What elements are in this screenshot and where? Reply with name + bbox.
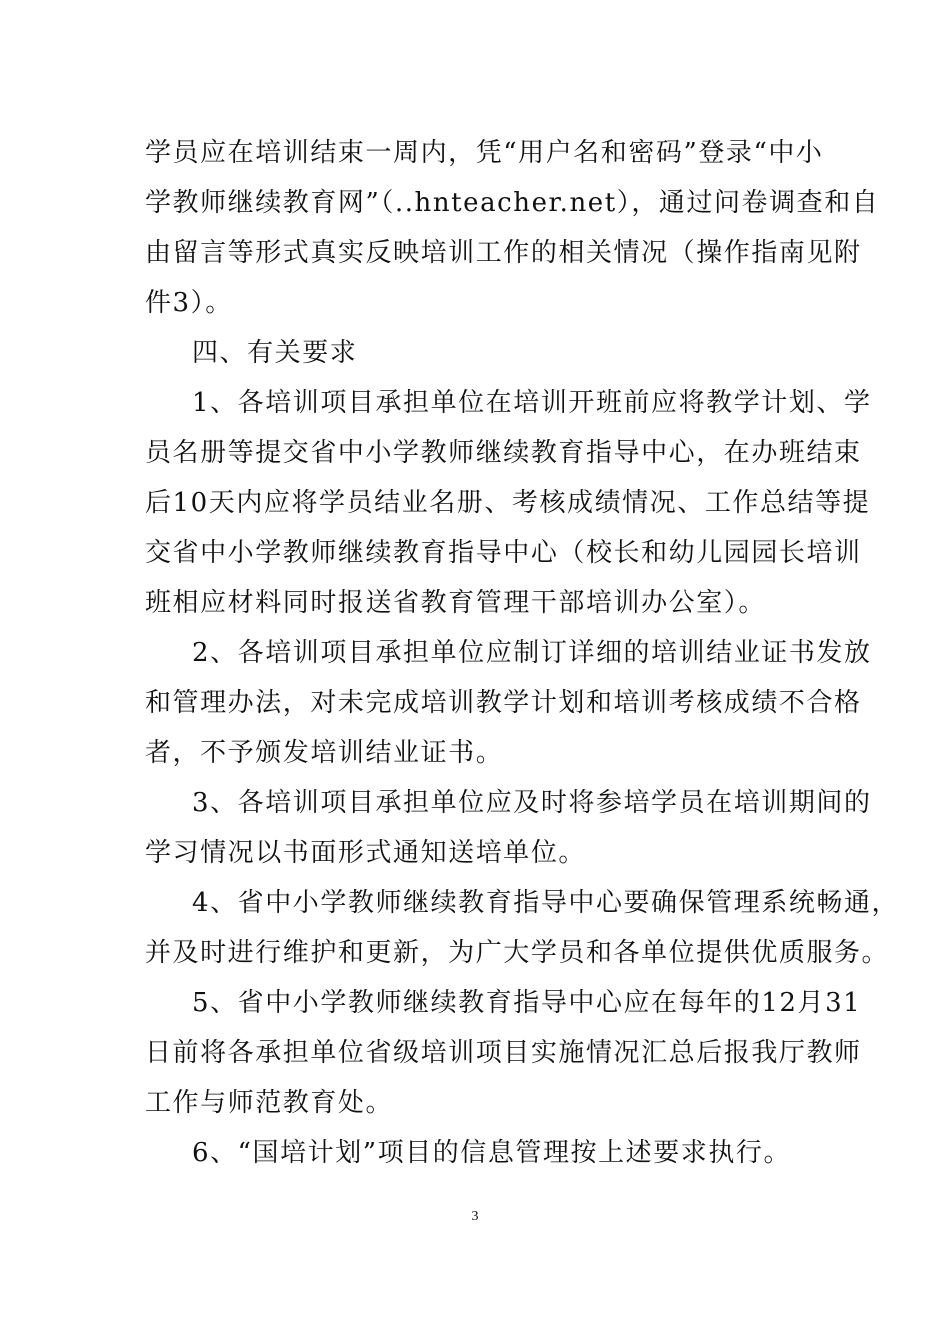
page-number: 3 xyxy=(471,1209,479,1224)
body-text-line: 学习情况以书面形式通知送培单位。 xyxy=(145,838,586,868)
body-text-line: 3、各培训项目承担单位应及时将参培学员在培训期间的 xyxy=(192,788,872,818)
body-text-line: 者，不予颁发培训结业证书。 xyxy=(145,738,504,768)
body-text-line: 并及时进行维护和更新，为广大学员和各单位提供优质服务。 xyxy=(145,938,890,968)
section-heading: 四、有关要求 xyxy=(192,338,358,368)
body-text-line: 和管理办法，对未完成培训教学计划和培训考核成绩不合格 xyxy=(145,688,862,718)
body-text-line: 后10天内应将学员结业名册、考核成绩情况、工作总结等提 xyxy=(145,488,871,518)
body-text-line: 由留言等形式真实反映培训工作的相关情况（操作指南见附 xyxy=(145,238,862,268)
body-text-line: 工作与师范教育处。 xyxy=(145,1088,394,1118)
body-text-line: 件3）。 xyxy=(145,288,233,318)
body-text-line: 6、“国培计划”项目的信息管理按上述要求执行。 xyxy=(192,1138,792,1168)
body-text-line: 5、省中小学教师继续教育指导中心应在每年的12月31 xyxy=(192,988,862,1018)
body-text-line: 员名册等提交省中小学教师继续教育指导中心，在办班结束 xyxy=(145,438,862,468)
body-text-line: 学员应在培训结束一周内，凭“用户名和密码”登录“中小 xyxy=(145,138,824,168)
body-text-line: 日前将各承担单位省级培训项目实施情况汇总后报我厅教师 xyxy=(145,1038,862,1068)
body-text-line: 学教师继续教育网”（..hnteacher.net），通过问卷调查和自 xyxy=(145,188,880,218)
body-text-line: 1、各培训项目承担单位在培训开班前应将教学计划、学 xyxy=(192,388,872,418)
body-text-line: 班相应材料同时报送省教育管理干部培训办公室）。 xyxy=(145,588,766,618)
body-text-line: 交省中小学教师继续教育指导中心（校长和幼儿园园长培训 xyxy=(145,538,862,568)
body-text-line: 4、省中小学教师继续教育指导中心要确保管理系统畅通， xyxy=(192,888,900,918)
body-text-line: 2、各培训项目承担单位应制订详细的培训结业证书发放 xyxy=(192,638,872,668)
